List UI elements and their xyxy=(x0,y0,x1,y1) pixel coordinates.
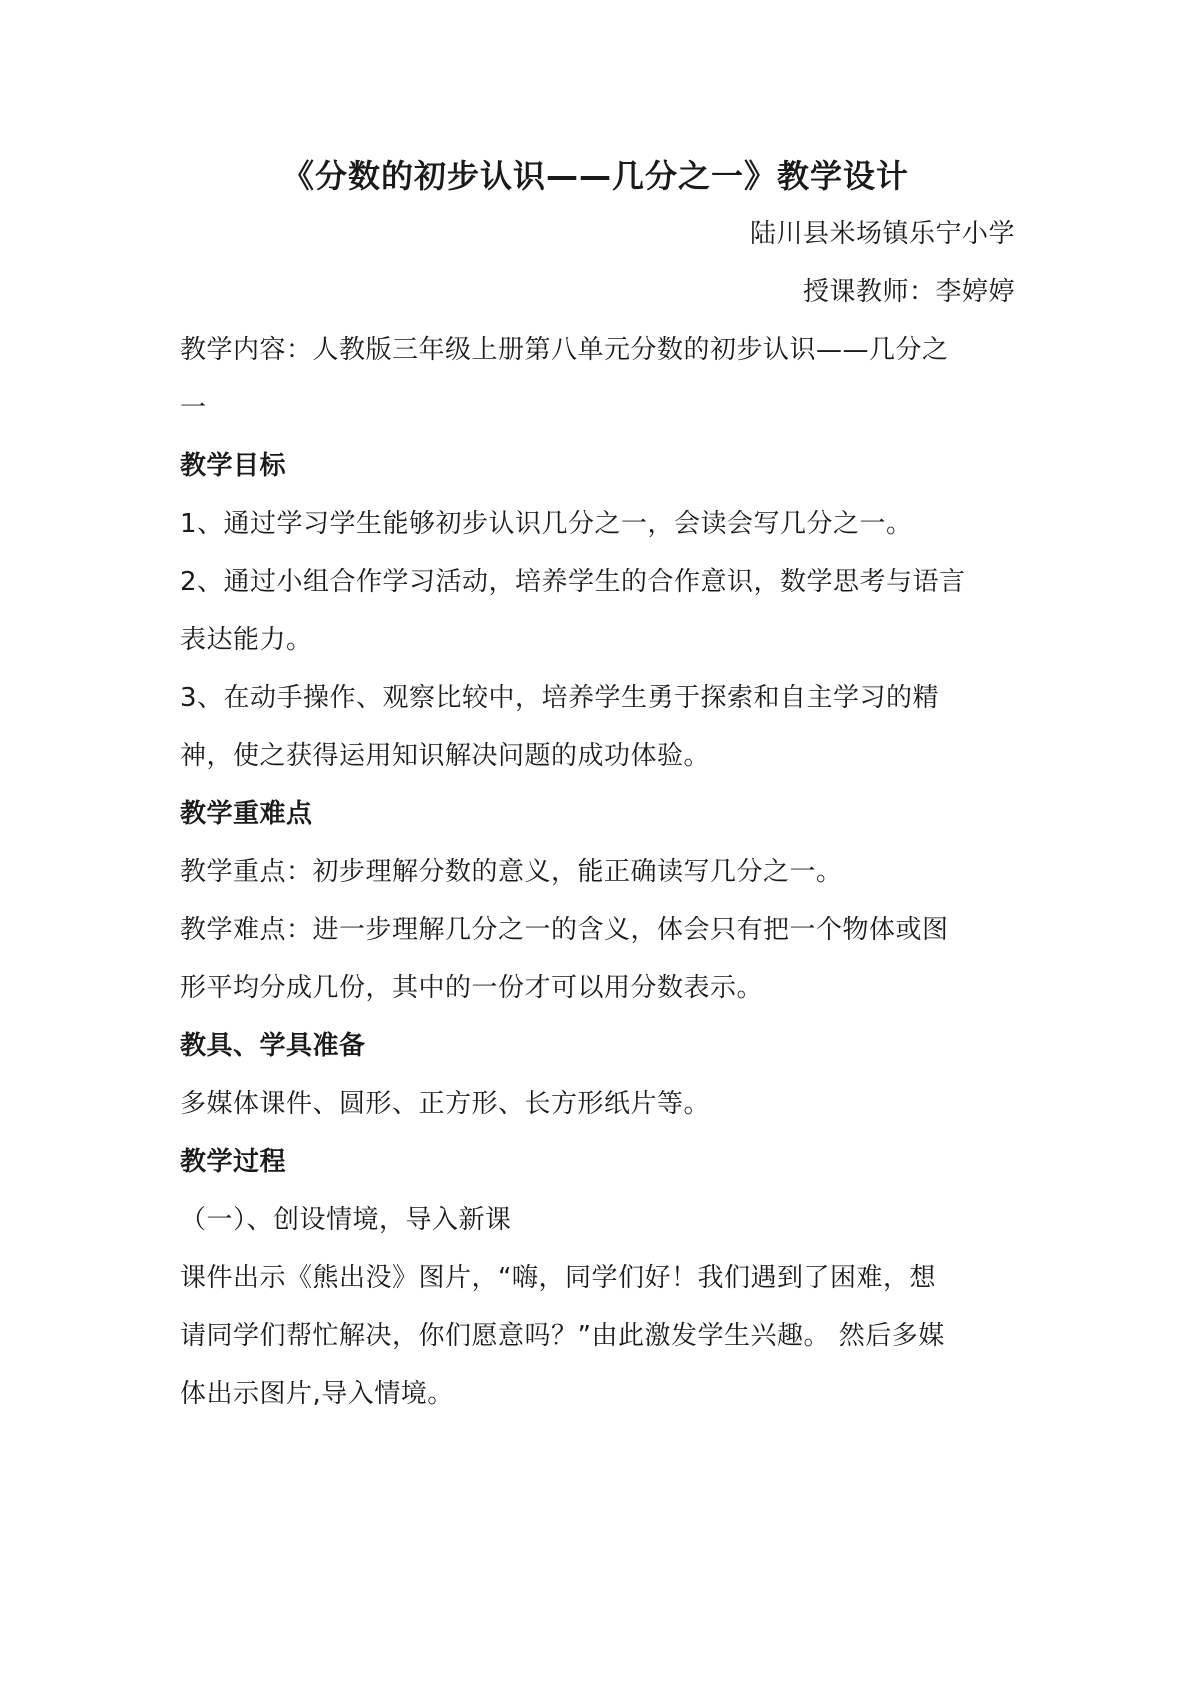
goal-1: 1、通过学习学生能够初步认识几分之一，会读会写几分之一。 xyxy=(180,509,913,539)
teaching-content-line-1: 教学内容：人教版三年级上册第八单元分数的初步认识——几分之 xyxy=(180,335,949,365)
goals-heading: 教学目标 xyxy=(180,451,287,481)
step-1-line-3: 体出示图片,导入情境。 xyxy=(180,1379,454,1409)
process-heading: 教学过程 xyxy=(180,1147,287,1177)
tools-list: 多媒体课件、圆形、正方形、长方形纸片等。 xyxy=(180,1089,711,1119)
keypoints-heading: 教学重难点 xyxy=(180,799,313,829)
step-1-line-2: 请同学们帮忙解决，你们愿意吗？”由此激发学生兴趣。 然后多媒 xyxy=(180,1321,945,1351)
tools-heading: 教具、学具准备 xyxy=(180,1031,366,1061)
step-1-heading: （一）、创设情境，导入新课 xyxy=(180,1205,512,1235)
school-name: 陆川县米场镇乐宁小学 xyxy=(749,219,1015,249)
teacher-name: 授课教师：李婷婷 xyxy=(802,277,1015,307)
key-point: 教学重点：初步理解分数的意义，能正确读写几分之一。 xyxy=(180,857,843,887)
goal-2-line-2: 表达能力。 xyxy=(180,625,313,655)
goal-3-line-1: 3、在动手操作、观察比较中，培养学生勇于探索和自主学习的精 xyxy=(180,683,940,713)
difficult-point-line-1: 教学难点：进一步理解几分之一的含义，体会只有把一个物体或图 xyxy=(180,915,949,945)
goal-2-line-1: 2、通过小组合作学习活动，培养学生的合作意识，数学思考与语言 xyxy=(180,567,966,597)
difficult-point-line-2: 形平均分成几份，其中的一份才可以用分数表示。 xyxy=(180,973,764,1003)
goal-3-line-2: 神，使之获得运用知识解决问题的成功体验。 xyxy=(180,741,711,771)
document-title: 《分数的初步认识——几分之一》教学设计 xyxy=(281,157,909,195)
step-1-line-1: 课件出示《熊出没》图片，“嗨，同学们好！我们遇到了困难，想 xyxy=(180,1263,936,1293)
teaching-content-line-2: 一 xyxy=(180,393,207,423)
